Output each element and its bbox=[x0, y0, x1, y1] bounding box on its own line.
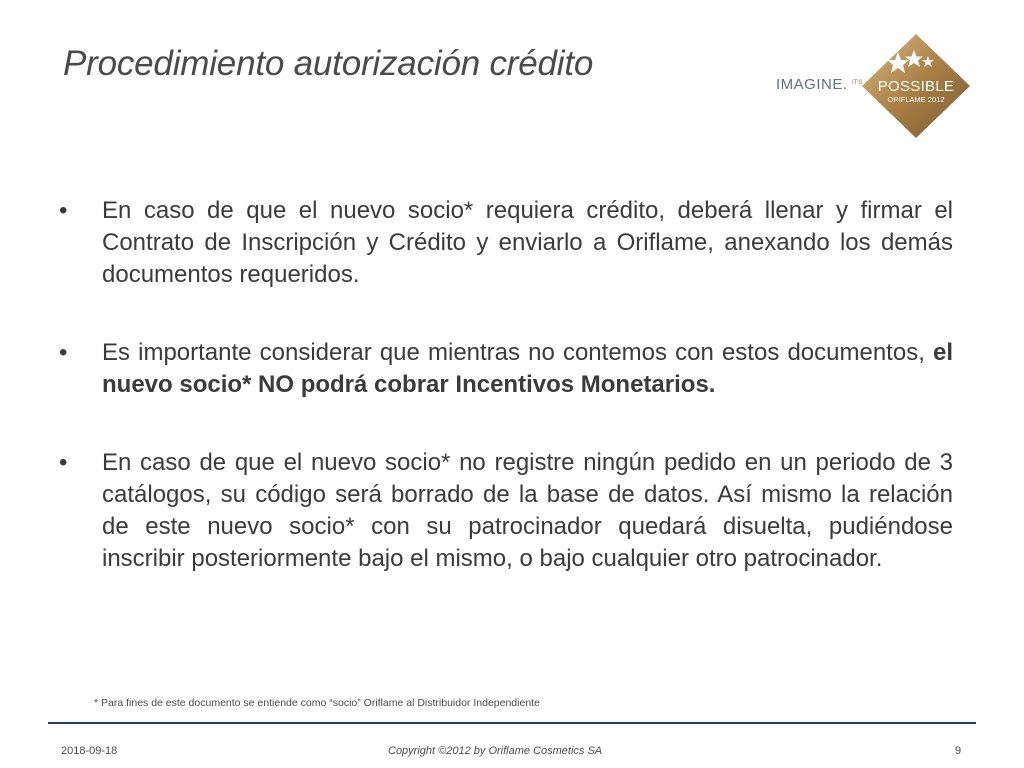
bullet-icon: • bbox=[59, 339, 68, 366]
page-number: 9 bbox=[955, 745, 962, 757]
slide-title: Procedimiento autorización crédito bbox=[63, 44, 594, 83]
logo-possible-text: POSSIBLE bbox=[877, 78, 955, 95]
logo-imagine-text: IMAGINE. bbox=[776, 76, 848, 93]
bullet-icon: • bbox=[59, 197, 68, 224]
list-item bbox=[59, 337, 953, 401]
list-item bbox=[59, 195, 953, 291]
list-item bbox=[59, 447, 953, 575]
bullet-icon: • bbox=[59, 449, 68, 476]
footer-divider bbox=[48, 722, 976, 724]
footnote: * Para fines de este documento se entiende como “socio” Oriflame al Distribuidor Independiente bbox=[94, 697, 540, 709]
bullet-text: Es importante considerar que mientras no contemos con estos documentos, el nuevo socio* NO podrá cobrar Incentivos Monetarios. bbox=[102, 339, 953, 398]
bullet-text: En caso de que el nuevo socio* requiera crédito, deberá llenar y firmar el Contrato de Inscripción y Crédito y enviarlo a Oriflame, anexando los demás documentos requeridos. bbox=[102, 197, 953, 288]
logo-oriflame-text: ORIFLAME 2012 bbox=[887, 95, 945, 104]
logo-its-text: IT'S bbox=[852, 80, 863, 86]
bullet-list bbox=[59, 195, 953, 621]
footer-copyright: Copyright ©2012 by Oriflame Cosmetics SA bbox=[388, 745, 603, 757]
bullet-text: En caso de que el nuevo socio* no registre ningún pedido en un periodo de 3 catálogos, su código será borrado de la base de datos. Así mismo la relación de este nuevo socio* con su patrocinador quedará disuelta, pudiéndose inscribir posteriormente bajo el mismo, o bajo cualquier otro patrocinador. bbox=[102, 449, 953, 572]
footer-date: 2018-09-18 bbox=[61, 745, 118, 757]
oriflame-logo bbox=[776, 32, 966, 140]
